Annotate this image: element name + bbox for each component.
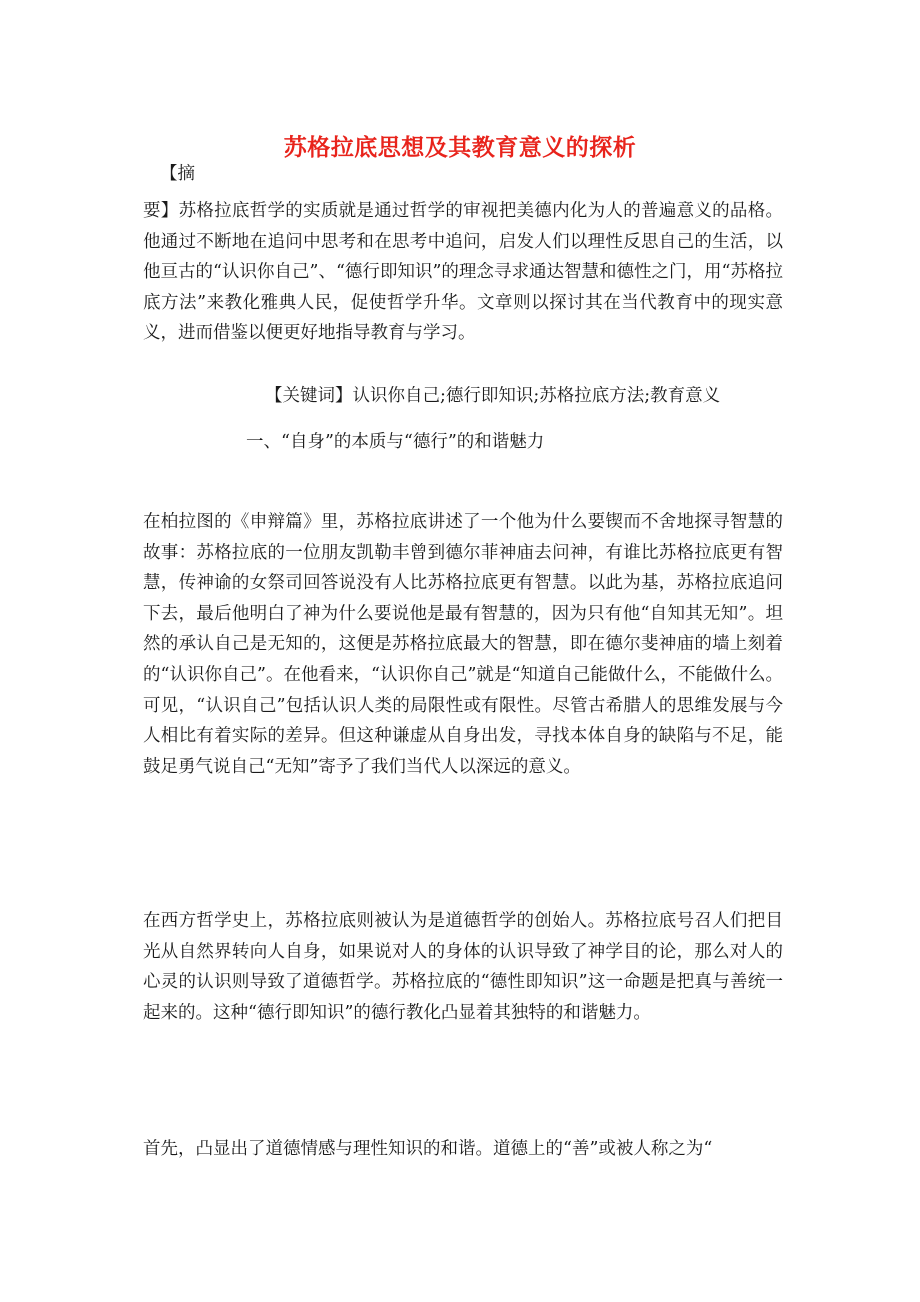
body-paragraph-2: 在西方哲学史上，苏格拉底则被认为是道德哲学的创始人。苏格拉底号召人们把目光从自然界转向人自身，如果说对人的身体的认识导致了神学目的论，那么对人的心灵的认识则导致了道德哲学。苏格拉底的“德性即知识”这一命题是把真与善统一起来的。这种“德行即知识”的德行教化凸显着其独特的和谐魅力。 (143, 911, 783, 1023)
keywords-line: 【关键词】认识你自己;德行即知识;苏格拉底方法;教育意义 (265, 386, 721, 406)
abstract-text: 要】苏格拉底哲学的实质就是通过哲学的审视把美德内化为人的普遍意义的品格。他通过不断地在追问中思考和在思考中追问，启发人们以理性反思自己的生活，以他亘古的“认识你自己”、“德行即知识”的理念寻求通达智慧和德性之门，用“苏格拉底方法”来教化雅典人民，促使哲学升华。文章则以探讨其在当代教育中的现实意义，进而借鉴以便更好地指导教育与学习。 (143, 201, 783, 344)
abstract-label: 【摘 (160, 164, 195, 184)
document-title: 苏格拉底思想及其教育意义的探析 (283, 135, 637, 162)
body-paragraph-3: 首先，凸显出了道德情感与理性知识的和谐。道德上的“善”或被人称之为“ (143, 1139, 713, 1159)
body-paragraph-1: 在柏拉图的《申辩篇》里，苏格拉底讲述了一个他为什么要锲而不舍地探寻智慧的故事：苏格拉底的一位朋友凯勒丰曾到德尔菲神庙去问神，有谁比苏格拉底更有智慧，传神谕的女祭司回答说没有人比苏格拉底更有智慧。以此为基，苏格拉底追问下去，最后他明白了神为什么要说他是最有智慧的，因为只有他“自知其无知”。坦然的承认自己是无知的，这便是苏格拉底最大的智慧，即在德尔斐神庙的墙上刻着的“认识你自己”。在他看来，“认识你自己”就是“知道自己能做什么，不能做什么。可见，“认识自己”包括认识人类的局限性或有限性。尽管古希腊人的思维发展与今人相比有着实际的差异。但这种谦虚从自身出发，寻找本体自身的缺陷与不足，能鼓足勇气说自己“无知”寄予了我们当代人以深远的意义。 (143, 512, 783, 777)
section-heading: 一、“自身”的本质与“德行”的和谐魅力 (246, 432, 545, 452)
